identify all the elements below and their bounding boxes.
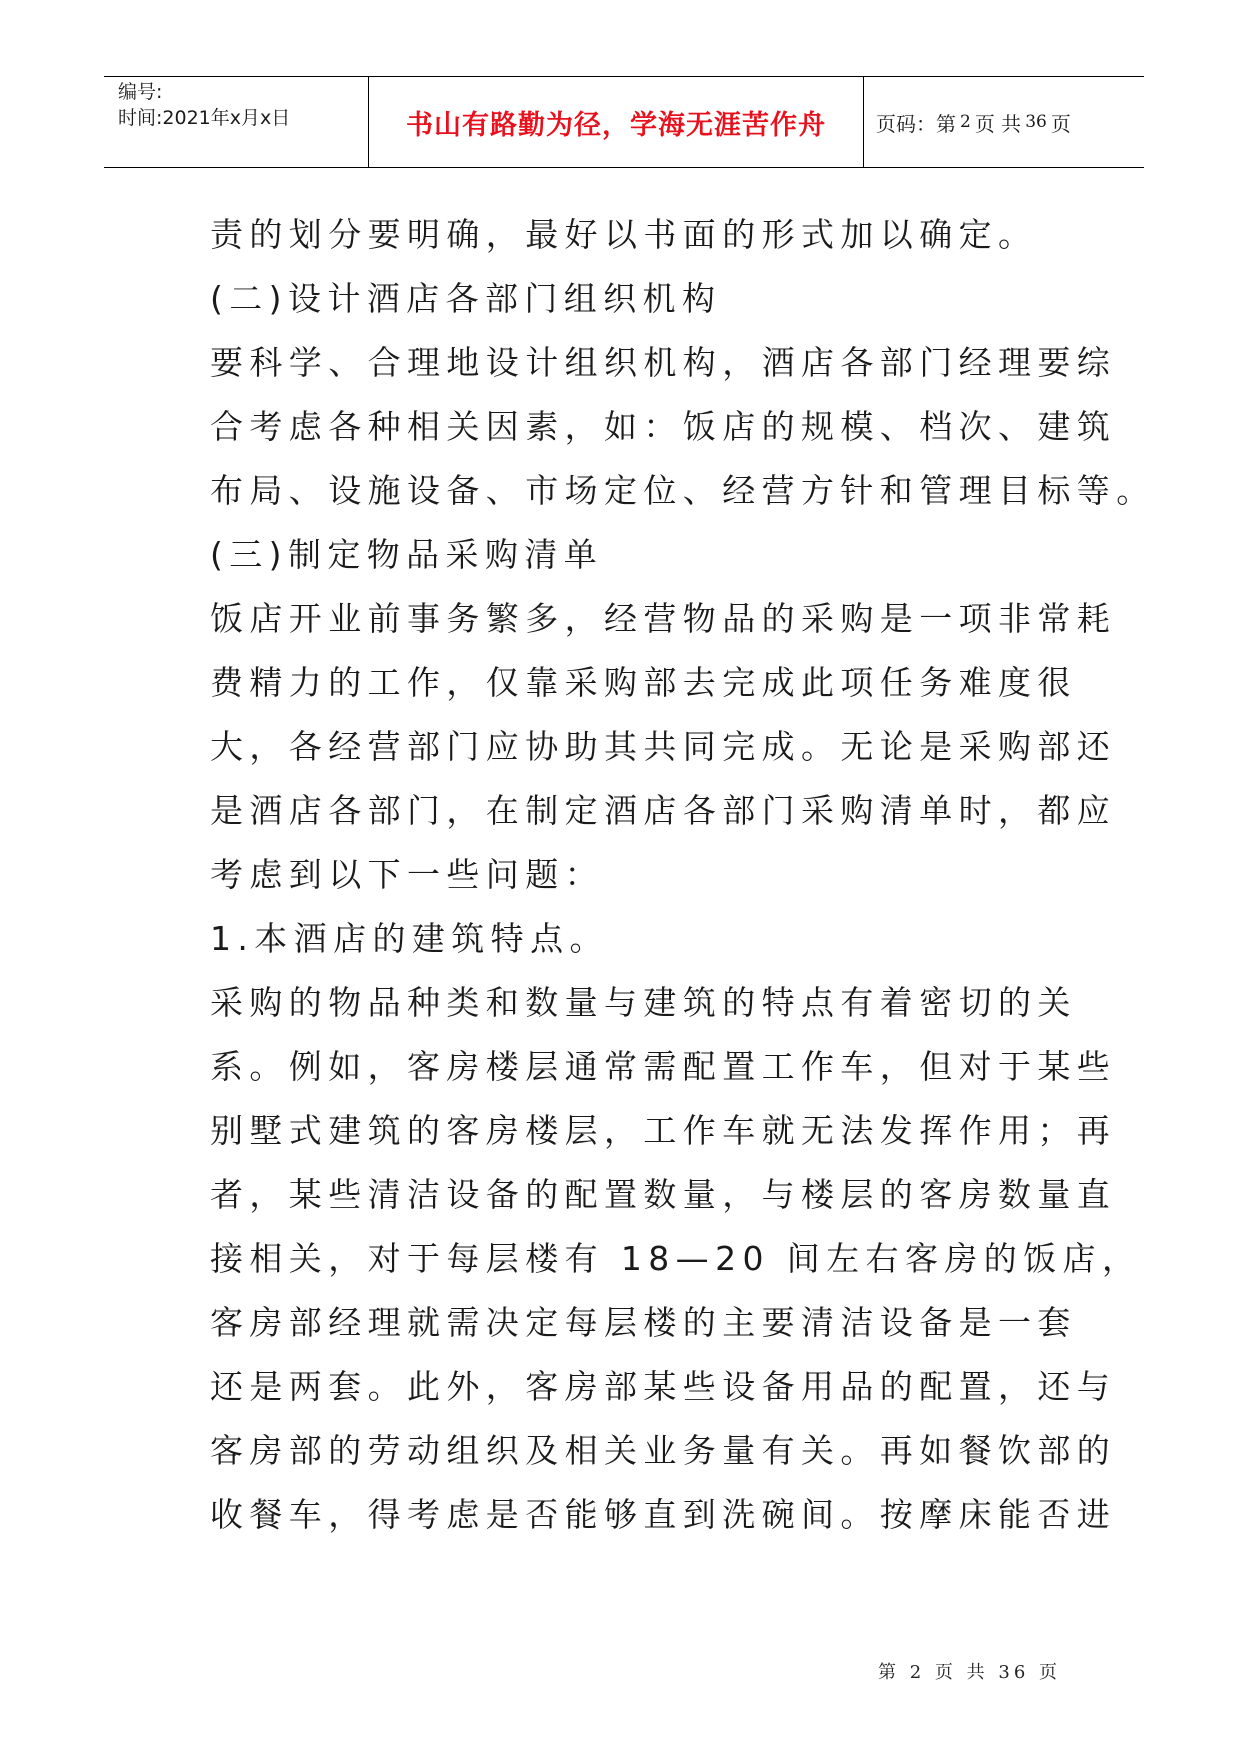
body-line: 客房部经理就需决定每层楼的主要清洁设备是一套 [210, 1303, 1077, 1342]
body-line: 要科学、合理地设计组织机构，酒店各部门经理要综 [210, 343, 1117, 382]
page-suffix: 页 [1050, 111, 1071, 136]
body-line: 系。例如，客房楼层通常需配置工作车，但对于某些 [210, 1047, 1117, 1086]
serial-label: 编号: [118, 81, 163, 103]
motto: 书山有路勤为径，学海无涯苦作舟 [406, 109, 826, 141]
body-line: 客房部的劳动组织及相关业务量有关。再如餐饮部的 [210, 1431, 1117, 1470]
page-footer: 第 2 页 共 36 页 [878, 1662, 1061, 1683]
body-line: 接相关，对于每层楼有 18—20 间左右客房的饭店， [210, 1239, 1142, 1278]
page-prefix: 页码：第 [876, 111, 956, 136]
list-item-heading: 1.本酒店的建筑特点。 [210, 919, 609, 958]
document-body [210, 203, 1156, 1547]
body-line: 布局、设施设备、市场定位、经营方针和管理目标等。 [210, 471, 1156, 510]
page-number: 2 [960, 112, 971, 132]
body-line: 采购的物品种类和数量与建筑的特点有着密切的关 [210, 983, 1077, 1022]
body-line: 考虑到以下一些问题： [210, 855, 604, 894]
body-line: 是酒店各部门，在制定酒店各部门采购清单时，都应 [210, 791, 1117, 830]
header-meta [104, 77, 368, 167]
section-heading: (三)制定物品采购清单 [210, 535, 604, 574]
body-line: 责的划分要明确，最好以书面的形式加以确定。 [210, 215, 1038, 254]
page-mid: 页 共 [974, 111, 1022, 136]
time-label: 时间:2021年x月x日 [118, 107, 291, 129]
header-motto-cell [368, 77, 864, 167]
header-page-info [864, 77, 1144, 167]
body-line: 饭店开业前事务繁多，经营物品的采购是一项非常耗 [210, 599, 1117, 638]
section-heading: (二)设计酒店各部门组织机构 [210, 279, 722, 318]
body-line: 者，某些清洁设备的配置数量，与楼层的客房数量直 [210, 1175, 1117, 1214]
body-line: 收餐车，得考虑是否能够直到洗碗间。按摩床能否进 [210, 1495, 1117, 1534]
body-line: 费精力的工作，仅靠采购部去完成此项任务难度很 [210, 663, 1077, 702]
body-line: 合考虑各种相关因素，如：饭店的规模、档次、建筑 [210, 407, 1117, 446]
page-header [104, 76, 1144, 168]
body-line: 还是两套。此外，客房部某些设备用品的配置，还与 [210, 1367, 1117, 1406]
body-line: 别墅式建筑的客房楼层，工作车就无法发挥作用；再 [210, 1111, 1117, 1150]
page-total: 36 [1025, 112, 1047, 132]
body-line: 大，各经营部门应协助其共同完成。无论是采购部还 [210, 727, 1117, 766]
